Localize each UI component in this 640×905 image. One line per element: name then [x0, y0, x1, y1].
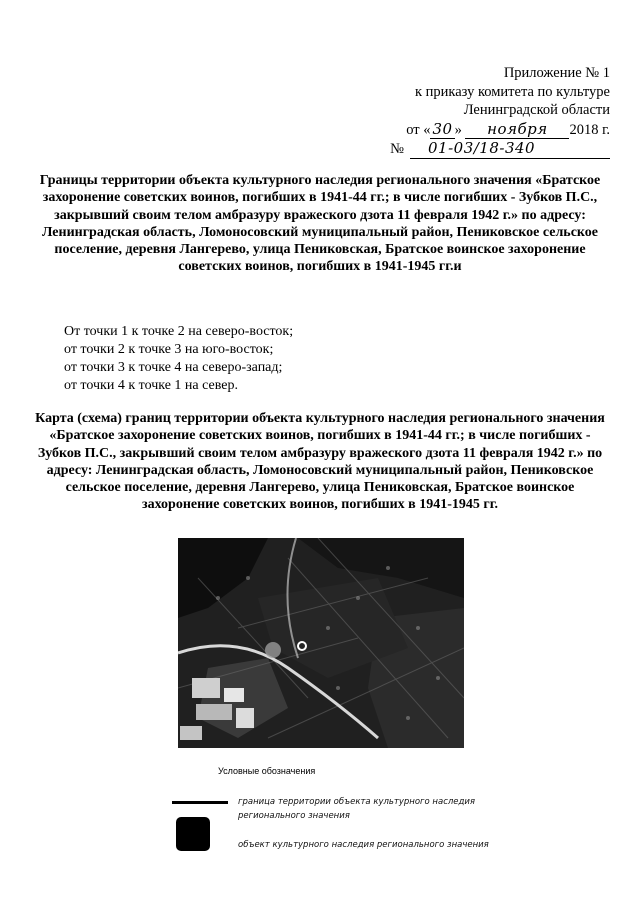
legend-object-symbol: [176, 817, 210, 851]
legend-title: Условные обозначения: [218, 766, 316, 776]
date-day-handwritten: 30: [432, 119, 453, 138]
number-handwritten: 01-03/18-340: [410, 139, 610, 159]
point-line-1: От точки 1 к точке 2 на северо-восток;: [64, 324, 294, 339]
boundary-points-list: [64, 323, 293, 395]
date-mid: »: [454, 121, 462, 138]
appendix-order-line: к приказу комитета по культуре: [414, 83, 610, 100]
point-line-3: от точки 3 к точке 4 на северо-запад;: [64, 360, 283, 375]
point-line-4: от точки 4 к точке 1 на север.: [64, 378, 238, 393]
point-line-2: от точки 2 к точке 3 на юго-восток;: [64, 342, 274, 357]
appendix-number-line: [390, 139, 610, 159]
appendix-date-line: [390, 120, 610, 140]
legend-boundary-line-symbol: [172, 801, 228, 804]
appendix-title: Приложение № 1: [503, 65, 610, 81]
aerial-photo-drawing: [178, 538, 464, 748]
date-month-handwritten: ноября: [465, 120, 569, 140]
legend-boundary-label: [238, 795, 475, 823]
legend-boundary-label-line1: граница территории объекта культурного наследия: [238, 797, 476, 807]
appendix-region-line: Ленинградской области: [463, 102, 610, 118]
legend-object-label: объект культурного наследия регионального значения: [238, 840, 489, 850]
date-prefix: от «: [406, 121, 431, 138]
map-title: Карта (схема) границ территории объекта культурного наследия регионального значения «Братское захоронение советских воинов, погибших в 1941-44 гг.; в числе погибших - Зубков П.С., закрывший своим телом амбразуру вражеского дзота 11 февраля 1942 г.» по адресу: Ленинградская область, Ломоносовский муниципальный район, Пениковское сельское поселение, деревня Лангерево, улица Пениковская, Братское воинское захоронение советских воинов, погибших в 1941-1945 гг.: [35, 411, 605, 513]
number-prefix: №: [390, 141, 404, 157]
appendix-block: [390, 64, 610, 159]
date-year: 2018 г.: [569, 121, 610, 138]
document-title: Границы территории объекта культурного наследия регионального значения «Братское захоронение советских воинов, погибших в 1941-44 гг.; в числе погибших - Зубков П.С., закрывший своим телом амбразуру вражеского дзота 11 февраля 1942 г.» по адресу: Ленинградская область, Ломоносовский муниципальный район, Пениковское сельское поселение, деревня Лангерево, улица Пениковская, Братское воинское захоронение советских воинов, погибших в 1941-1945 гг.и: [39, 173, 601, 275]
legend-boundary-label-line2: регионального значения: [238, 811, 350, 821]
aerial-map-image: [178, 538, 464, 748]
